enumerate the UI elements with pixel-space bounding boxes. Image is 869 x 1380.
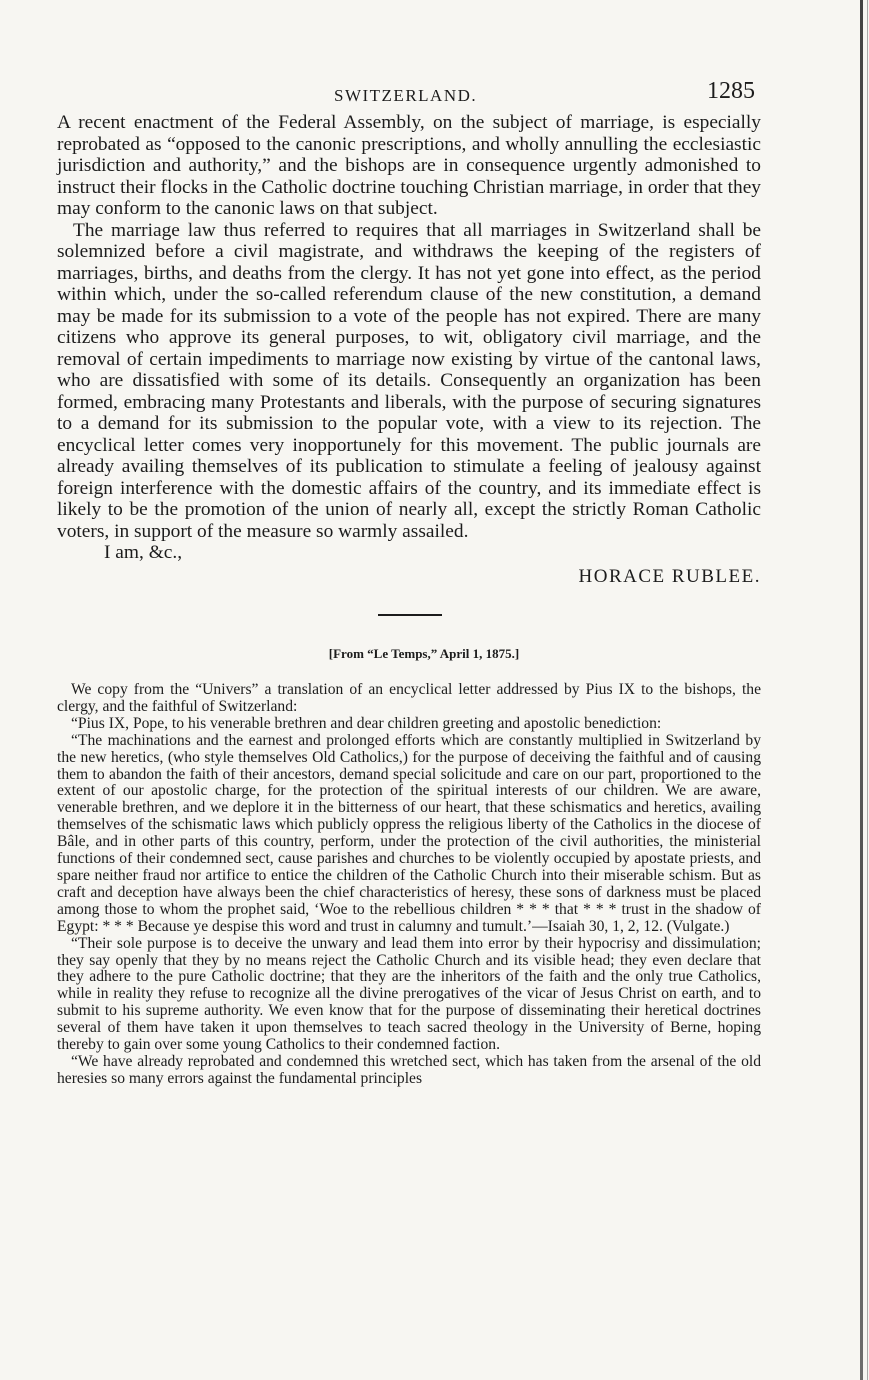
page-edge-shadow [860,0,863,1380]
encyclical-body [57,682,761,1088]
letter-paragraph: The marriage law thus referred to requires that all marriages in Switzerland shall be solemnized before a civil magistrate, and withdraws the keeping of the registers of marriages, births, and deaths from the clergy. It has not yet gone into effect, as the period within which, under the so-called referendum clause of the new constitution, a demand may be made for its submission to a vote of the people has not expired. There are many citizens who approve its general purposes, to wit, obligatory civil marriage, and the removal of certain impediments to marriage now existing by virtue of the cantonal laws, who are dissatisfied with some of its details. Consequently an organization has been formed, embracing many Protestants and liberals, with the purpose of securing signatures to a demand for its submission to the popular vote, with a view to its rejection. The encyclical letter comes very inopportunely for this movement. The public journals are already availing themselves of its publication to stimulate a feeling of jealousy against foreign interference with the domestic affairs of the country, and its immediate effect is likely to be the promotion of the union of nearly all, except the strictly Roman Catholic voters, in support of the measure so warmly assailed. [57,219,761,542]
source-line: [From “Le Temps,” April 1, 1875.] [328,646,520,661]
document-page [57,78,761,1088]
encyclical-paragraph: “Pius IX, Pope, to his venerable brethren and dear children greeting and apostolic benediction: [71,714,662,732]
section-divider [378,614,442,616]
encyclical-paragraph: “We have already reprobated and condemned this wretched sect, which has taken from the arsenal of the old heresies so many errors against the fundamental principles [57,1052,761,1087]
letter-body [57,112,761,542]
letter-paragraph: A recent enactment of the Federal Assembly, on the subject of marriage, is especially reprobated as “opposed to the canonic prescriptions, and wholly annulling the ecclesiastic jurisdiction and authority,” and the bishops are in consequence urgently admonished to instruct their flocks in the Catholic doctrine touching Christian marriage, in order that they may conform to the canonic laws on that subject. [57,112,761,219]
page-number: 1285 [707,78,755,104]
page-edge-line [867,0,868,1380]
encyclical-paragraph: “The machinations and the earnest and prolonged efforts which are constantly multiplied in Switzerland by the new heretics, (who style themselves Old Catholics,) for the purpose of deceiving the faithful and of causing them to abandon the faith of their ancestors, demand special solicitude and care on our part, proportioned to the extent of our apostolic charge, for the protection of the spiritual interests of our children. We are aware, venerable brethren, and we deplore it in the bitterness of our heart, that these schismatics and heretics, availing themselves of the schismatic laws which publicly oppress the religious liberty of the Catholics in the diocese of Bâle, and in other parts of this country, perform, under the protection of the civil authorities, the ministerial functions of their condemned sect, cause parishes and churches to be violently occupied by apostate priests, and spare neither fraud nor artifice to entice the children of the Catholic Church into their miserable schism. But as craft and deception have always been the chief characteristics of heresy, these sons of darkness must be placed among those to whom the prophet said, ‘Woe to the rebellious children * * * that * * * trust in the shadow of Egypt: * * * Because ye despise this word and trust in calumny and tumult.’—Isaiah 30, 1, 2, 12. (Vulgate.) [57,731,761,935]
encyclical-paragraph: “Their sole purpose is to deceive the unwary and lead them into error by their hypocrisy and dissimulation; they say openly that they by no means reject the Catholic Church and its visible head; they even declare that they adhere to the pure Catholic doctrine; that they are the inheritors of the faith and the only true Catholics, while in reality they refuse to recognize all the divine prerogatives of the vicar of Jesus Christ on earth, and to submit to his supreme authority. We even know that for the purpose of disseminating their heretical doctrines several of them have taken it upon themselves to teach sacred theology in the University of Berne, hoping thereby to gain over some young Catholics to their condemned faction. [57,934,761,1054]
encyclical-paragraph: We copy from the “Univers” a translation of an encyclical letter addressed by Pius IX to the bishops, the clergy, and the faithful of Switzerland: [57,681,761,715]
page-header [57,78,761,112]
salutation: I am, &c., [104,542,183,563]
letter-closing [57,542,761,594]
running-head: SWITZERLAND. [334,86,478,105]
signature: HORACE RUBLEE. [578,566,761,587]
